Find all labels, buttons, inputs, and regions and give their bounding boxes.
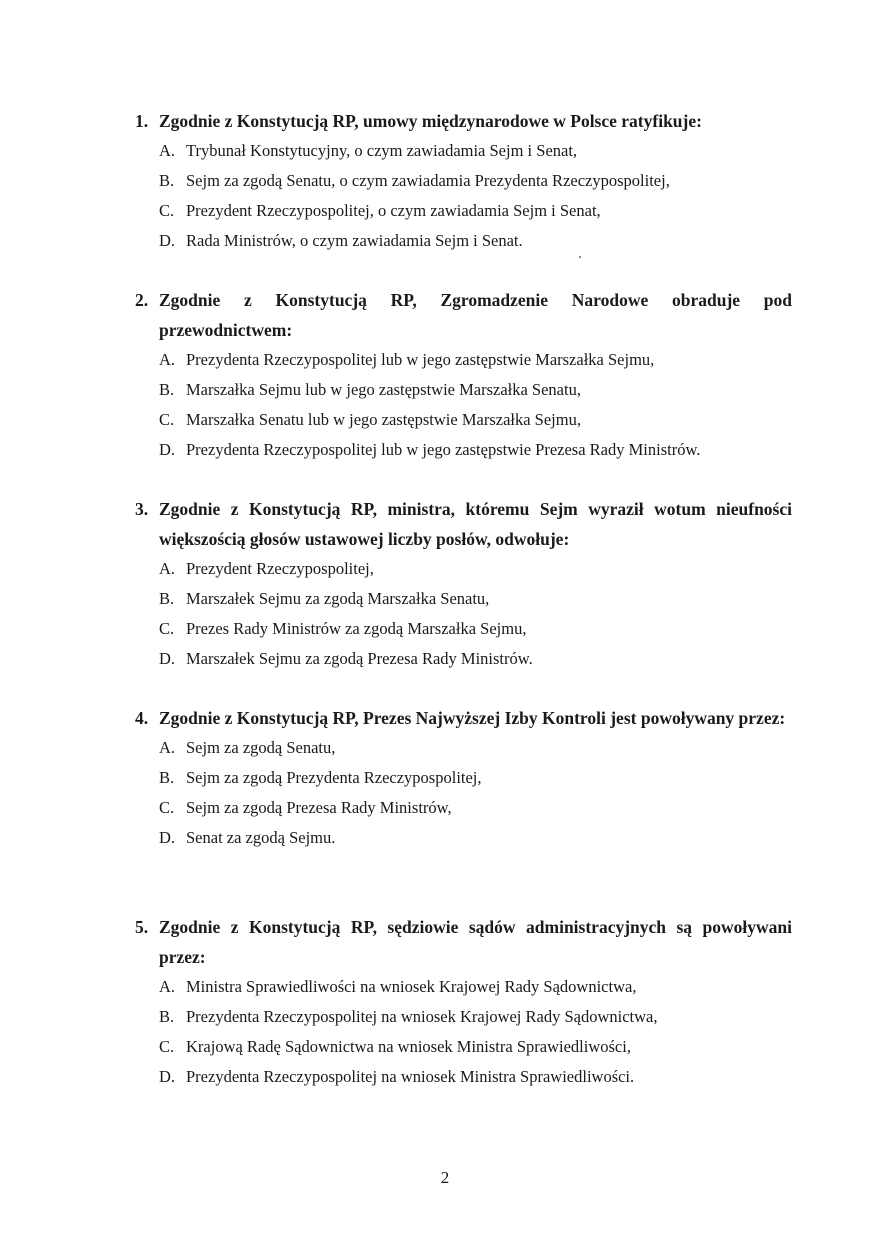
question-text: Zgodnie z Konstytucją RP, ministra, któremu Sejm wyraził wotum nieufności większością głosów ustawowej liczby posłów, odwołuje:	[159, 499, 792, 549]
question-4	[135, 703, 792, 853]
answer-option	[135, 375, 792, 405]
answer-letter: C.	[159, 798, 175, 817]
question-4-heading	[135, 703, 792, 733]
answer-text: Sejm za zgodą Senatu, o czym zawiadamia Prezydenta Rzeczypospolitej,	[186, 171, 670, 190]
answer-option	[135, 644, 792, 674]
answer-letter: C.	[159, 1037, 175, 1056]
question-number: 1.	[135, 111, 149, 131]
answer-letter: A.	[159, 559, 176, 578]
answer-text: Marszałek Sejmu za zgodą Prezesa Rady Ministrów.	[186, 649, 533, 668]
answer-option	[135, 733, 792, 763]
answer-text: Prezes Rady Ministrów za zgodą Marszałka Sejmu,	[186, 619, 527, 638]
answer-option	[135, 1032, 792, 1062]
answer-text: Prezydenta Rzeczypospolitej na wniosek Krajowej Rady Sądownictwa,	[186, 1007, 658, 1026]
answer-option	[135, 614, 792, 644]
answer-option	[135, 554, 792, 584]
answer-option	[135, 1002, 792, 1032]
answer-option	[135, 345, 792, 375]
answer-list	[135, 136, 792, 256]
answer-list	[135, 972, 792, 1092]
answer-letter: C.	[159, 201, 175, 220]
page-number: 2	[440, 1168, 450, 1187]
answer-option	[135, 763, 792, 793]
question-number: 5.	[135, 917, 149, 937]
answer-text: Senat za zgodą Sejmu.	[186, 828, 336, 847]
answer-option	[135, 823, 792, 853]
answer-letter: A.	[159, 350, 176, 369]
question-3-heading	[135, 494, 792, 554]
answer-letter: C.	[159, 410, 175, 429]
answer-text: Trybunał Konstytucyjny, o czym zawiadamia Sejm i Senat,	[186, 141, 578, 160]
answer-list	[135, 733, 792, 853]
answer-text: Prezydenta Rzeczypospolitej lub w jego zastępstwie Prezesa Rady Ministrów.	[186, 440, 701, 459]
answer-letter: B.	[159, 171, 175, 190]
answer-text: Rada Ministrów, o czym zawiadamia Sejm i Senat.	[186, 231, 523, 250]
answer-text: Ministra Sprawiedliwości na wniosek Krajowej Rady Sądownictwa,	[186, 977, 637, 996]
question-text: Zgodnie z Konstytucją RP, Zgromadzenie Narodowe obraduje pod przewodnictwem:	[159, 290, 792, 340]
question-2-heading	[135, 285, 792, 345]
question-1-heading	[135, 106, 792, 136]
answer-option	[135, 405, 792, 435]
question-text: Zgodnie z Konstytucją RP, umowy międzynarodowe w Polsce ratyfikuje:	[159, 111, 702, 131]
answer-option	[135, 226, 792, 256]
answer-text: Marszałka Senatu lub w jego zastępstwie Marszałka Sejmu,	[186, 410, 581, 429]
answer-text: Krajową Radę Sądownictwa na wniosek Ministra Sprawiedliwości,	[186, 1037, 631, 1056]
answer-text: Prezydenta Rzeczypospolitej lub w jego zastępstwie Marszałka Sejmu,	[186, 350, 655, 369]
answer-text: Sejm za zgodą Prezydenta Rzeczypospolitej,	[186, 768, 482, 787]
answer-option	[135, 166, 792, 196]
scan-speck	[579, 256, 581, 258]
answer-text: Prezydent Rzeczypospolitej, o czym zawiadamia Sejm i Senat,	[186, 201, 601, 220]
answer-letter: B.	[159, 1007, 175, 1026]
answer-option	[135, 584, 792, 614]
answer-letter: D.	[159, 231, 176, 250]
answer-option	[135, 196, 792, 226]
answer-letter: A.	[159, 141, 176, 160]
answer-letter: A.	[159, 977, 176, 996]
answer-text: Sejm za zgodą Senatu,	[186, 738, 336, 757]
answer-list	[135, 554, 792, 674]
question-text: Zgodnie z Konstytucją RP, Prezes Najwyższej Izby Kontroli jest powoływany przez:	[159, 708, 786, 728]
answer-text: Sejm za zgodą Prezesa Rady Ministrów,	[186, 798, 452, 817]
answer-letter: D.	[159, 649, 176, 668]
question-5	[135, 912, 792, 1092]
question-1	[135, 106, 792, 256]
answer-text: Prezydent Rzeczypospolitej,	[186, 559, 374, 578]
answer-option	[135, 1062, 792, 1092]
question-number: 3.	[135, 499, 149, 519]
question-number: 4.	[135, 708, 149, 728]
answer-letter: D.	[159, 1067, 176, 1086]
question-number: 2.	[135, 290, 149, 310]
question-3	[135, 494, 792, 674]
question-text: Zgodnie z Konstytucją RP, sędziowie sądów administracyjnych są powoływani przez:	[159, 917, 792, 967]
answer-option	[135, 435, 792, 465]
question-2	[135, 285, 792, 465]
answer-letter: A.	[159, 738, 176, 757]
answer-letter: B.	[159, 380, 175, 399]
answer-list	[135, 345, 792, 465]
answer-option	[135, 793, 792, 823]
answer-letter: D.	[159, 828, 176, 847]
answer-option	[135, 972, 792, 1002]
answer-letter: C.	[159, 619, 175, 638]
answer-letter: B.	[159, 768, 175, 787]
answer-letter: D.	[159, 440, 176, 459]
answer-letter: B.	[159, 589, 175, 608]
answer-text: Prezydenta Rzeczypospolitej na wniosek Ministra Sprawiedliwości.	[186, 1067, 635, 1086]
answer-text: Marszałek Sejmu za zgodą Marszałka Senatu,	[186, 589, 490, 608]
question-5-heading	[135, 912, 792, 972]
answer-text: Marszałka Sejmu lub w jego zastępstwie Marszałka Senatu,	[186, 380, 581, 399]
answer-option	[135, 136, 792, 166]
